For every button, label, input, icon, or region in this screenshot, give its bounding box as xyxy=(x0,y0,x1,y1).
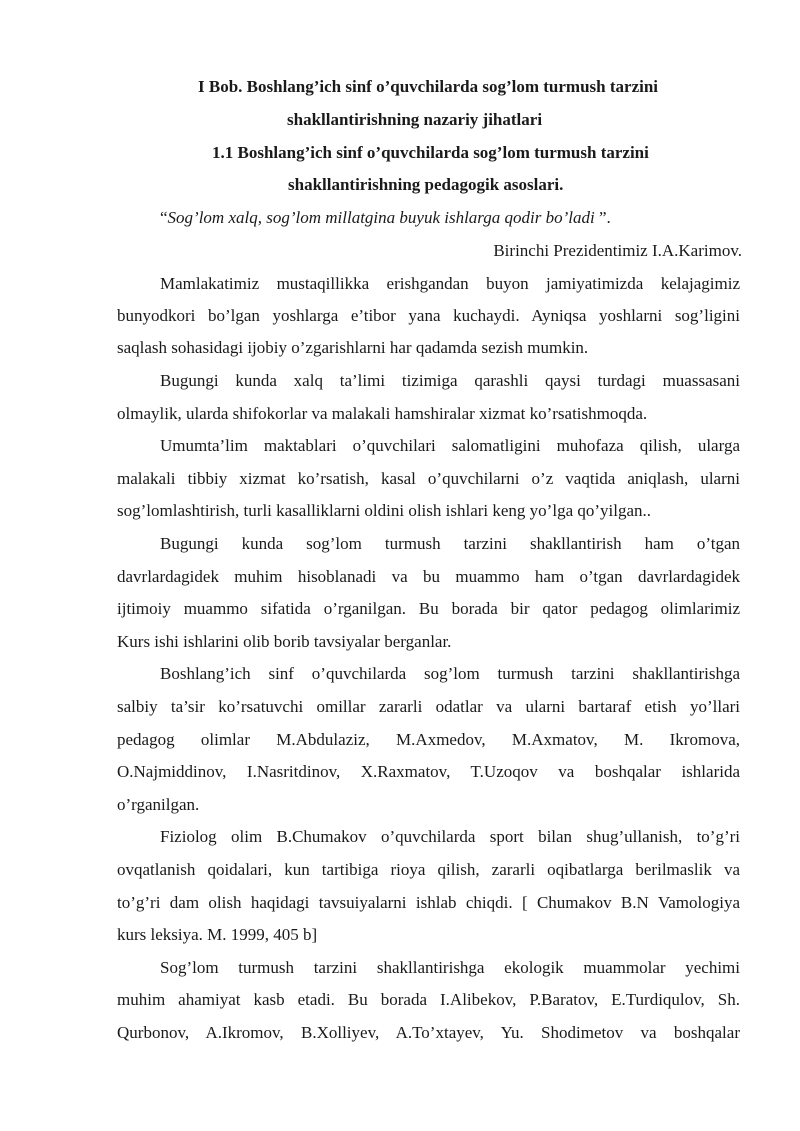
body-line: olmaylik, ularda shifokorlar va malakali hamshiralar xizmat ko’rsatishmoqda. xyxy=(117,404,648,423)
body-line: Mamlakatimiz mustaqillikka erishgandan buyon jamiyatimizda kelajagimiz xyxy=(160,274,740,293)
body-line: pedagog olimlar M.Abdulaziz, M.Axmedov, M.Axmatov, M. Ikromova, xyxy=(117,730,740,749)
body-line: Fiziolog olim B.Chumakov o’quvchilarda sport bilan shug’ullanish, to’g’ri xyxy=(160,827,740,846)
chapter-title-line-1: I Bob. Boshlang’ich sinf o’quvchilarda sog’lom turmush tarzini xyxy=(198,77,659,96)
body-line: Sog’lom turmush tarzini shakllantirishga ekologik muammolar yechimi xyxy=(160,958,740,977)
epigraph-quote xyxy=(160,208,611,228)
epigraph-close-quote: ”. xyxy=(594,208,611,227)
section-title-line-2: shakllantirishning pedagogik asoslari. xyxy=(288,175,564,194)
epigraph-author: Birinchi Prezidentimiz I.A.Karimov. xyxy=(493,241,742,260)
epigraph-open-quote: “ xyxy=(160,208,168,227)
body-line: davrlardagidek muhim hisoblanadi va bu muammo ham o’tgan davrlardagidek xyxy=(117,567,740,586)
body-line: ovqatlanish qoidalari, kun tartibiga rioya qilish, zararli oqibatlarga berilmaslik va xyxy=(117,860,740,879)
chapter-title-line-2: shakllantirishning nazariy jihatlari xyxy=(287,110,543,129)
body-line: bunyodkori bo’lgan yoshlarga e’tibor yana kuchaydi. Ayniqsa yoshlarni sog’ligini xyxy=(117,306,740,325)
body-line: kurs leksiya. M. 1999, 405 b] xyxy=(117,925,318,944)
body-line: sog’lomlashtirish, turli kasalliklarni oldini olish ishlari keng yo’lga qo’yilgan.. xyxy=(117,501,652,520)
body-line: salbiy ta’sir ko’rsatuvchi omillar zararli odatlar va ularni bartaraf etish yo’llari xyxy=(117,697,740,716)
body-line: o’rganilgan. xyxy=(117,795,200,814)
body-line: O.Najmiddinov, I.Nasritdinov, X.Raxmatov, T.Uzoqov va boshqalar ishlarida xyxy=(117,762,740,781)
body-line: malakali tibbiy xizmat ko’rsatish, kasal o’quvchilarni o’z vaqtida aniqlash, ularni xyxy=(117,469,740,488)
body-line: Bugungi kunda sog’lom turmush tarzini shakllantirish ham o’tgan xyxy=(160,534,740,553)
epigraph-quote-text: Sog’lom xalq, sog’lom millatgina buyuk ishlarga qodir bo’ladi xyxy=(167,208,595,227)
section-title-line-1: 1.1 Boshlang’ich sinf o’quvchilarda sog’lom turmush tarzini xyxy=(212,143,649,162)
body-line: Qurbonov, A.Ikromov, B.Xolliyev, A.To’xtayev, Yu. Shodimetov va boshqalar xyxy=(117,1023,740,1042)
body-line: Umumta’lim maktablari o’quvchilari salomatligini muhofaza qilish, ularga xyxy=(160,436,740,455)
body-line: to’g’ri dam olish haqidagi tavsuiyalarni ishlab chiqdi. [ Chumakov B.N Vamologiya xyxy=(117,893,740,912)
body-line: Kurs ishi ishlarini olib borib tavsiyalar berganlar. xyxy=(117,632,452,651)
body-line: Boshlang’ich sinf o’quvchilarda sog’lom turmush tarzini shakllantirishga xyxy=(160,664,740,683)
body-line: Bugungi kunda xalq ta’limi tizimiga qarashli qaysi turdagi muassasani xyxy=(160,371,740,390)
body-line: muhim ahamiyat kasb etadi. Bu borada I.Alibekov, P.Baratov, E.Turdiqulov, Sh. xyxy=(117,990,740,1009)
body-line: saqlash sohasidagi ijobiy o’zgarishlarni har qadamda sezish mumkin. xyxy=(117,338,589,357)
body-line: ijtimoiy muammo sifatida o’rganilgan. Bu borada bir qator pedagog olimlarimiz xyxy=(117,599,740,618)
